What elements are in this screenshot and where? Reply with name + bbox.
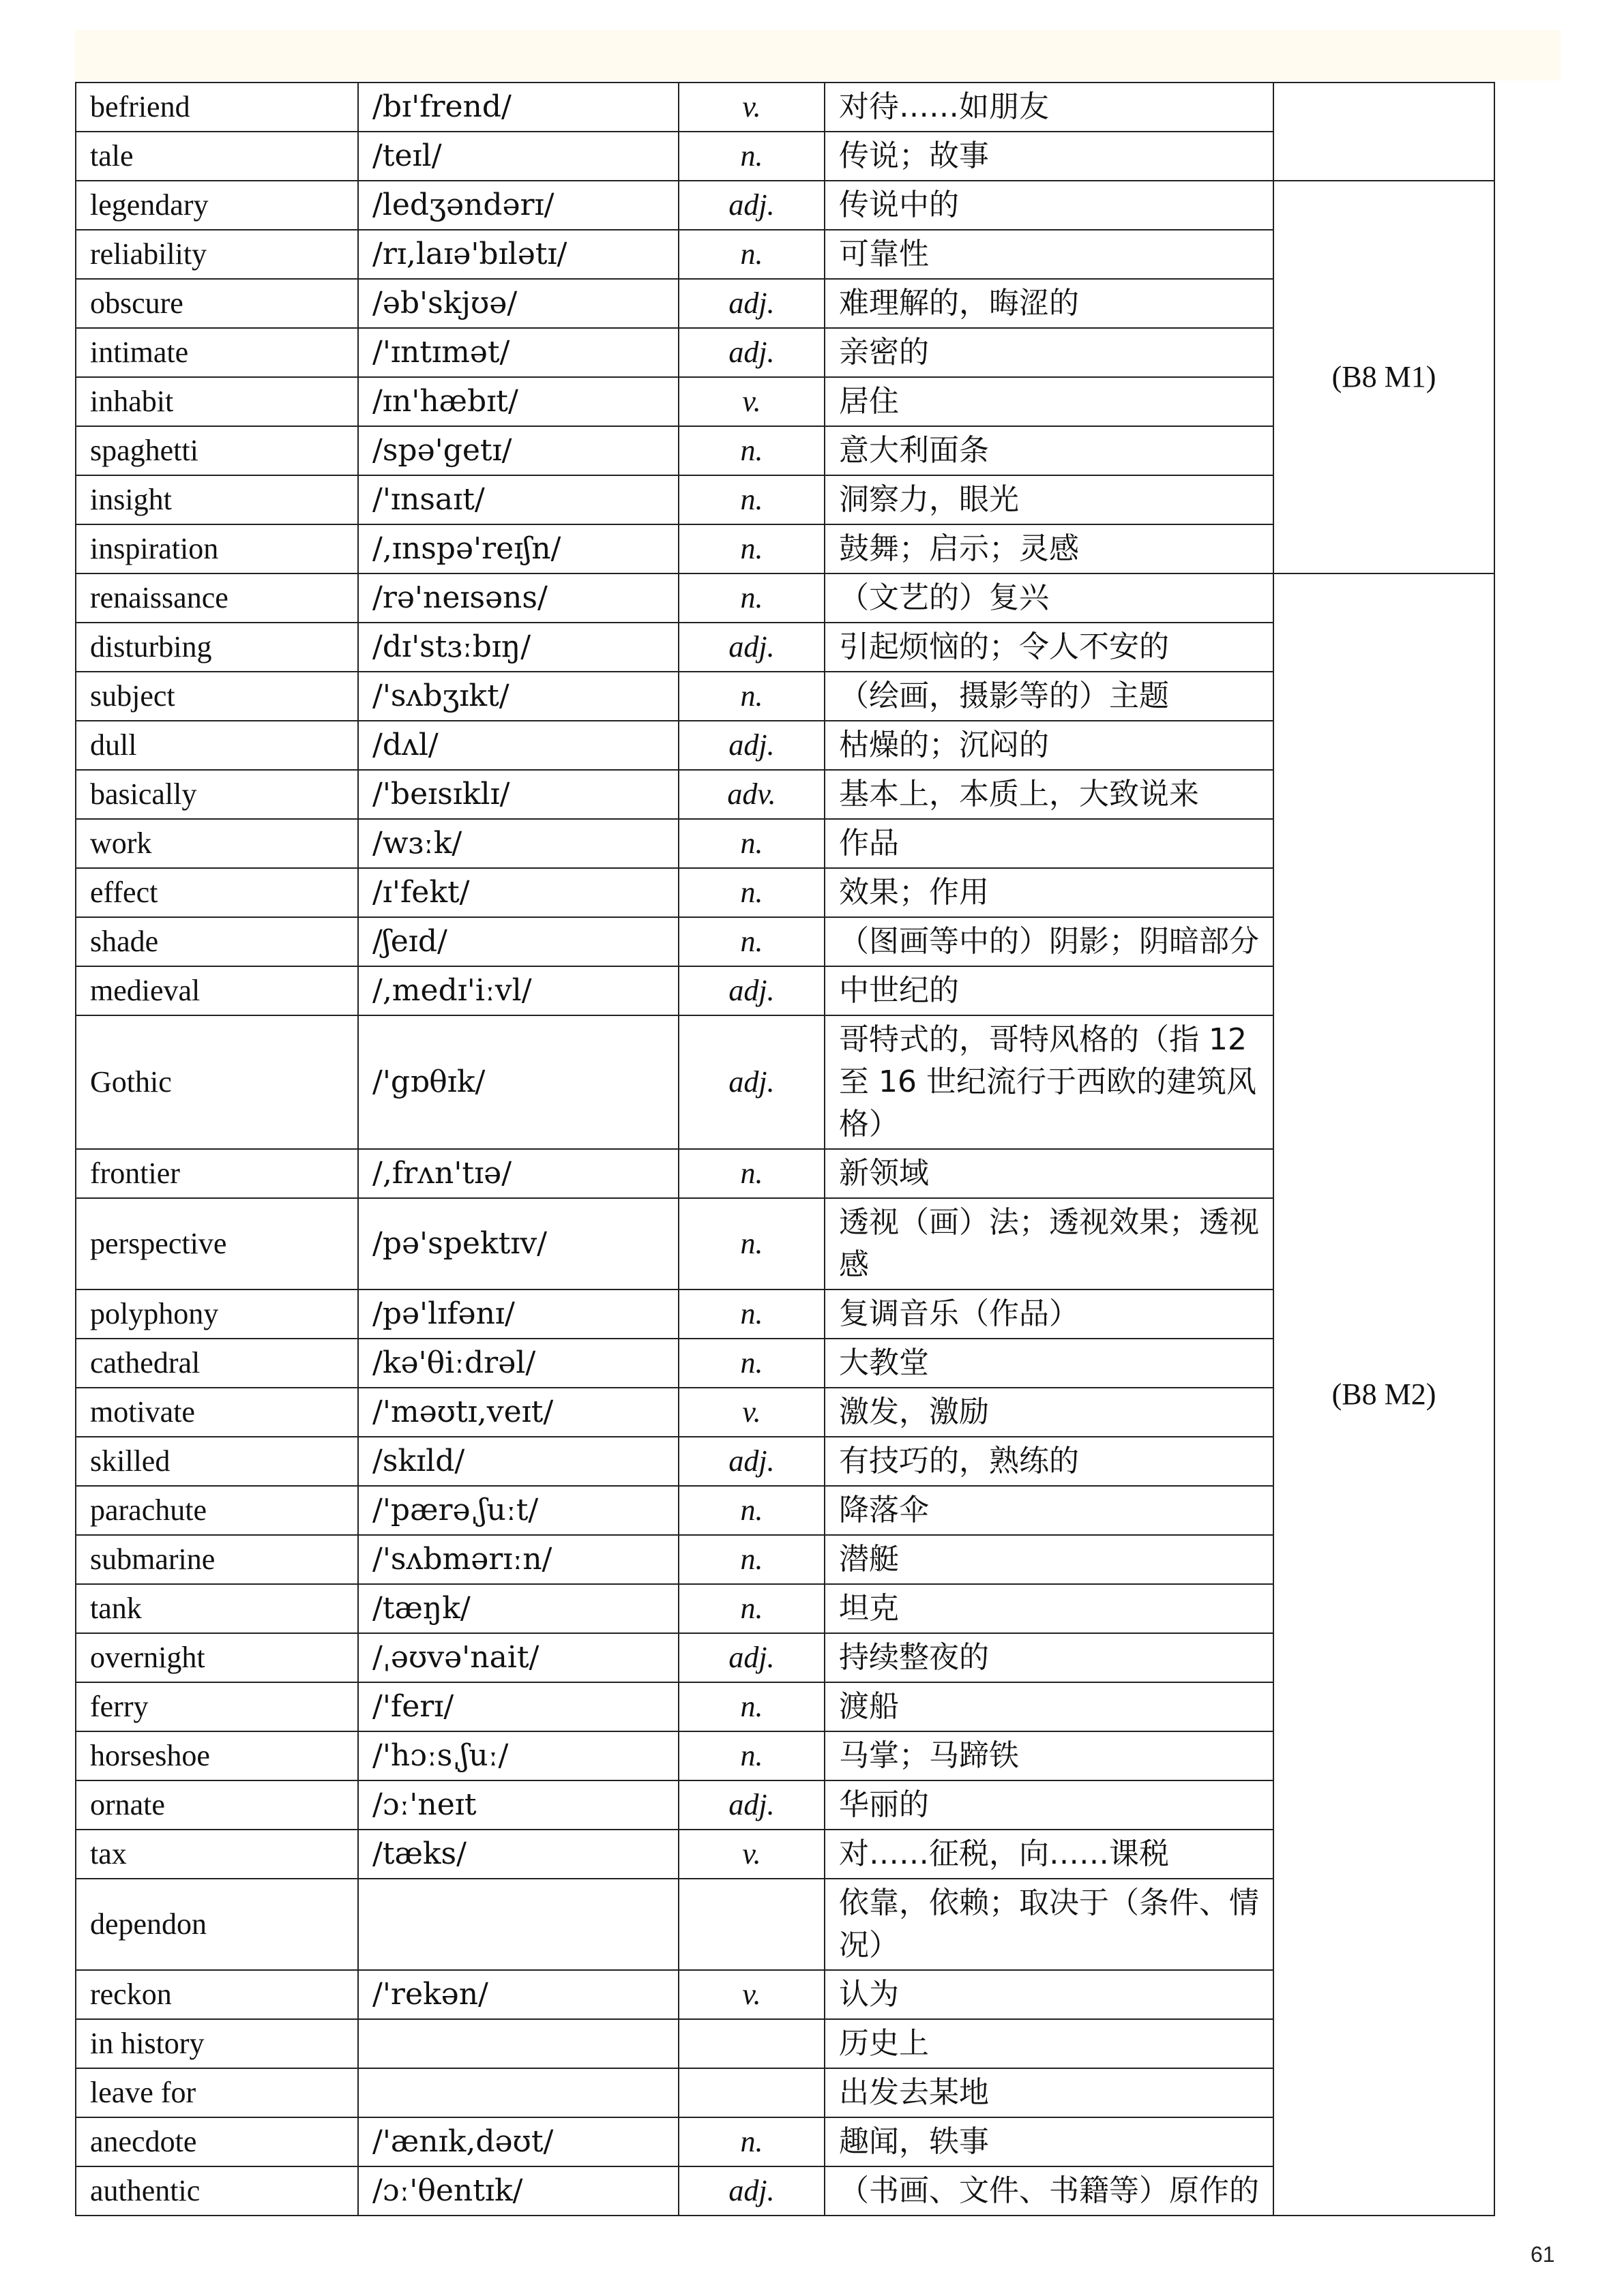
page-header-band	[75, 30, 1561, 80]
phonetic-cell: /,ɪnspə'reɪʃn/	[358, 524, 679, 573]
word-cell: disturbing	[76, 623, 358, 672]
phonetic-cell: /ɪ'fekt/	[358, 868, 679, 917]
unit-label-cell: (B8 M1)	[1273, 181, 1494, 573]
word-cell: basically	[76, 770, 358, 819]
meaning-cell: 激发，激励	[825, 1388, 1273, 1437]
word-cell: motivate	[76, 1388, 358, 1437]
part-of-speech-cell: v.	[679, 1830, 825, 1879]
part-of-speech-cell: n.	[679, 573, 825, 623]
meaning-cell: 引起烦恼的；令人不安的	[825, 623, 1273, 672]
part-of-speech-cell: n.	[679, 1682, 825, 1731]
phonetic-cell: /'ferɪ/	[358, 1682, 679, 1731]
part-of-speech-cell: n.	[679, 868, 825, 917]
word-cell: work	[76, 819, 358, 868]
meaning-cell: 中世纪的	[825, 966, 1273, 1015]
word-cell: reliability	[76, 230, 358, 279]
meaning-cell: 降落伞	[825, 1486, 1273, 1535]
part-of-speech-cell: adj.	[679, 279, 825, 328]
phonetic-cell	[358, 2019, 679, 2068]
phonetic-cell: /ˌəʊvə'nait/	[358, 1633, 679, 1682]
phonetic-cell	[358, 2068, 679, 2117]
part-of-speech-cell: adj.	[679, 1015, 825, 1149]
word-cell: in history	[76, 2019, 358, 2068]
part-of-speech-cell: n.	[679, 1486, 825, 1535]
word-cell: inspiration	[76, 524, 358, 573]
part-of-speech-cell: n.	[679, 524, 825, 573]
meaning-cell: 认为	[825, 1970, 1273, 2019]
word-cell: parachute	[76, 1486, 358, 1535]
phonetic-cell: /ɔː'neɪt	[358, 1780, 679, 1830]
phonetic-cell: /dɪ'stɜːbɪŋ/	[358, 623, 679, 672]
meaning-cell: 鼓舞；启示；灵感	[825, 524, 1273, 573]
word-cell: frontier	[76, 1149, 358, 1198]
word-cell: dependon	[76, 1879, 358, 1970]
word-cell: insight	[76, 475, 358, 524]
word-cell: cathedral	[76, 1339, 358, 1388]
page-number: 61	[1531, 2242, 1555, 2267]
word-cell: skilled	[76, 1437, 358, 1486]
part-of-speech-cell: n.	[679, 426, 825, 475]
part-of-speech-cell: adj.	[679, 181, 825, 230]
meaning-cell: 趣闻，轶事	[825, 2117, 1273, 2166]
part-of-speech-cell: adj.	[679, 328, 825, 377]
phonetic-cell: /'ɪnsaɪt/	[358, 475, 679, 524]
meaning-cell: 持续整夜的	[825, 1633, 1273, 1682]
word-cell: spaghetti	[76, 426, 358, 475]
word-cell: horseshoe	[76, 1731, 358, 1780]
part-of-speech-cell: n.	[679, 1289, 825, 1339]
phonetic-cell: /'ɪntɪmət/	[358, 328, 679, 377]
word-cell: subject	[76, 672, 358, 721]
part-of-speech-cell: n.	[679, 1149, 825, 1198]
part-of-speech-cell: v.	[679, 377, 825, 426]
phonetic-cell: /spə'getɪ/	[358, 426, 679, 475]
phonetic-cell: /'məʊtɪ,veɪt/	[358, 1388, 679, 1437]
part-of-speech-cell	[679, 1879, 825, 1970]
phonetic-cell: /kə'θiːdrəl/	[358, 1339, 679, 1388]
phonetic-cell: /,medɪ'iːvl/	[358, 966, 679, 1015]
phonetic-cell: /rɪ,laɪə'bɪlətɪ/	[358, 230, 679, 279]
meaning-cell: 马掌；马蹄铁	[825, 1731, 1273, 1780]
meaning-cell: 洞察力，眼光	[825, 475, 1273, 524]
meaning-cell: 渡船	[825, 1682, 1273, 1731]
word-cell: legendary	[76, 181, 358, 230]
meaning-cell: 哥特式的，哥特风格的（指 12 至 16 世纪流行于西欧的建筑风格）	[825, 1015, 1273, 1149]
word-cell: leave for	[76, 2068, 358, 2117]
part-of-speech-cell: adj.	[679, 966, 825, 1015]
phonetic-cell: /'rekən/	[358, 1970, 679, 2019]
part-of-speech-cell: adj.	[679, 1780, 825, 1830]
part-of-speech-cell	[679, 2019, 825, 2068]
part-of-speech-cell: n.	[679, 917, 825, 966]
meaning-cell: 亲密的	[825, 328, 1273, 377]
phonetic-cell: /skɪld/	[358, 1437, 679, 1486]
phonetic-cell: /'sʌbʒɪkt/	[358, 672, 679, 721]
word-cell: Gothic	[76, 1015, 358, 1149]
phonetic-cell: /'ænɪk,dəʊt/	[358, 2117, 679, 2166]
part-of-speech-cell: adj.	[679, 1633, 825, 1682]
word-cell: submarine	[76, 1535, 358, 1584]
part-of-speech-cell: n.	[679, 819, 825, 868]
meaning-cell: 意大利面条	[825, 426, 1273, 475]
part-of-speech-cell: adj.	[679, 721, 825, 770]
part-of-speech-cell: n.	[679, 475, 825, 524]
word-cell: ornate	[76, 1780, 358, 1830]
meaning-cell: 可靠性	[825, 230, 1273, 279]
phonetic-cell: /pə'spektɪv/	[358, 1198, 679, 1289]
word-cell: intimate	[76, 328, 358, 377]
phonetic-cell: /,frʌn'tɪə/	[358, 1149, 679, 1198]
word-cell: authentic	[76, 2166, 358, 2216]
meaning-cell: 透视（画）法；透视效果；透视感	[825, 1198, 1273, 1289]
meaning-cell: 效果；作用	[825, 868, 1273, 917]
meaning-cell: 有技巧的，熟练的	[825, 1437, 1273, 1486]
meaning-cell: 作品	[825, 819, 1273, 868]
phonetic-cell: /'sʌbmərɪːn/	[358, 1535, 679, 1584]
phonetic-cell: /tæŋk/	[358, 1584, 679, 1633]
meaning-cell: 新领域	[825, 1149, 1273, 1198]
part-of-speech-cell: v.	[679, 1388, 825, 1437]
word-cell: befriend	[76, 83, 358, 132]
phonetic-cell: /ɪn'hæbɪt/	[358, 377, 679, 426]
part-of-speech-cell: n.	[679, 1198, 825, 1289]
meaning-cell: （文艺的）复兴	[825, 573, 1273, 623]
word-cell: shade	[76, 917, 358, 966]
part-of-speech-cell: n.	[679, 1339, 825, 1388]
part-of-speech-cell: n.	[679, 1584, 825, 1633]
table-row	[76, 181, 1494, 230]
part-of-speech-cell: n.	[679, 2117, 825, 2166]
word-cell: obscure	[76, 279, 358, 328]
meaning-cell: （书画、文件、书籍等）原作的	[825, 2166, 1273, 2216]
meaning-cell: （绘画，摄影等的）主题	[825, 672, 1273, 721]
phonetic-cell: /bɪ'frend/	[358, 83, 679, 132]
meaning-cell: 对待……如朋友	[825, 83, 1273, 132]
meaning-cell: 难理解的，晦涩的	[825, 279, 1273, 328]
unit-label-cell	[1273, 83, 1494, 181]
phonetic-cell: /tæks/	[358, 1830, 679, 1879]
vocabulary-table	[75, 82, 1495, 2216]
word-cell: overnight	[76, 1633, 358, 1682]
word-cell: tale	[76, 132, 358, 181]
word-cell: medieval	[76, 966, 358, 1015]
phonetic-cell: /teɪl/	[358, 132, 679, 181]
word-cell: dull	[76, 721, 358, 770]
meaning-cell: 枯燥的；沉闷的	[825, 721, 1273, 770]
word-cell: renaissance	[76, 573, 358, 623]
part-of-speech-cell: adj.	[679, 2166, 825, 2216]
phonetic-cell: /wɜːk/	[358, 819, 679, 868]
meaning-cell: 依靠，依赖；取决于（条件、情况）	[825, 1879, 1273, 1970]
phonetic-cell: /ʃeɪd/	[358, 917, 679, 966]
part-of-speech-cell: adj.	[679, 623, 825, 672]
word-cell: tax	[76, 1830, 358, 1879]
part-of-speech-cell: n.	[679, 1535, 825, 1584]
word-cell: perspective	[76, 1198, 358, 1289]
phonetic-cell: /ledʒəndərɪ/	[358, 181, 679, 230]
phonetic-cell: /dʌl/	[358, 721, 679, 770]
phonetic-cell: /'hɔːsˌʃuː/	[358, 1731, 679, 1780]
meaning-cell: 历史上	[825, 2019, 1273, 2068]
vocabulary-table-body	[76, 83, 1494, 2216]
word-cell: ferry	[76, 1682, 358, 1731]
part-of-speech-cell	[679, 2068, 825, 2117]
phonetic-cell: /'pærəˌʃuːt/	[358, 1486, 679, 1535]
unit-label-cell: (B8 M2)	[1273, 573, 1494, 2216]
meaning-cell: 对……征税，向……课税	[825, 1830, 1273, 1879]
meaning-cell: （图画等中的）阴影；阴暗部分	[825, 917, 1273, 966]
phonetic-cell: /rə'neɪsəns/	[358, 573, 679, 623]
word-cell: anecdote	[76, 2117, 358, 2166]
phonetic-cell: /əb'skjʊə/	[358, 279, 679, 328]
part-of-speech-cell: v.	[679, 83, 825, 132]
phonetic-cell	[358, 1879, 679, 1970]
phonetic-cell: /'gɒθɪk/	[358, 1015, 679, 1149]
word-cell: inhabit	[76, 377, 358, 426]
part-of-speech-cell: n.	[679, 132, 825, 181]
part-of-speech-cell: adj.	[679, 1437, 825, 1486]
word-cell: effect	[76, 868, 358, 917]
phonetic-cell: /pə'lɪfənɪ/	[358, 1289, 679, 1339]
meaning-cell: 复调音乐（作品）	[825, 1289, 1273, 1339]
part-of-speech-cell: n.	[679, 1731, 825, 1780]
meaning-cell: 居住	[825, 377, 1273, 426]
meaning-cell: 出发去某地	[825, 2068, 1273, 2117]
meaning-cell: 大教堂	[825, 1339, 1273, 1388]
meaning-cell: 华丽的	[825, 1780, 1273, 1830]
part-of-speech-cell: n.	[679, 230, 825, 279]
meaning-cell: 坦克	[825, 1584, 1273, 1633]
table-row	[76, 573, 1494, 623]
meaning-cell: 传说；故事	[825, 132, 1273, 181]
phonetic-cell: /ɔː'θentɪk/	[358, 2166, 679, 2216]
table-row	[76, 83, 1494, 132]
meaning-cell: 传说中的	[825, 181, 1273, 230]
word-cell: polyphony	[76, 1289, 358, 1339]
part-of-speech-cell: n.	[679, 672, 825, 721]
part-of-speech-cell: v.	[679, 1970, 825, 2019]
part-of-speech-cell: adv.	[679, 770, 825, 819]
phonetic-cell: /'beɪsɪklɪ/	[358, 770, 679, 819]
word-cell: tank	[76, 1584, 358, 1633]
word-cell: reckon	[76, 1970, 358, 2019]
meaning-cell: 基本上，本质上，大致说来	[825, 770, 1273, 819]
meaning-cell: 潜艇	[825, 1535, 1273, 1584]
